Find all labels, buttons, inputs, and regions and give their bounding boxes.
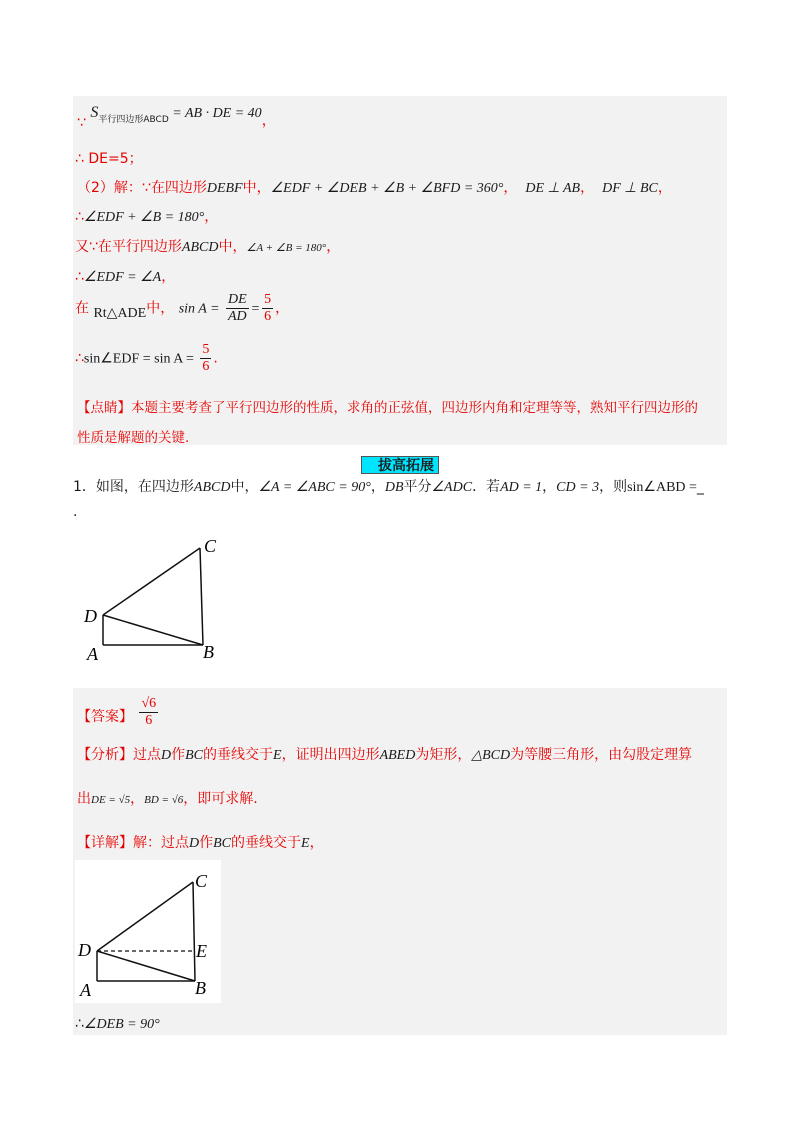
analysis-label: 【分析】: [77, 747, 133, 763]
therefore-symbol: ∴: [75, 209, 84, 225]
perp-de-ab: DE ⊥ AB: [525, 181, 581, 196]
quad-abed: ABED: [379, 748, 416, 763]
in-prefix: 在: [75, 300, 89, 317]
problem-text: ，: [542, 479, 557, 495]
detail-text: 的垂线交于: [231, 835, 302, 851]
label-c: C: [195, 871, 208, 891]
label-c: C: [204, 536, 217, 556]
problem-ask: sin∠ABD =: [627, 480, 697, 495]
therefore-symbol: ∴: [75, 151, 84, 167]
rt-triangle: Rt△ADE: [93, 305, 147, 321]
detail-text: 解：过点: [133, 835, 189, 851]
problem-statement: [73, 476, 704, 496]
problem-angle-adc: ∠ADC: [431, 480, 473, 495]
tail3: ，: [657, 180, 672, 196]
analysis-line-2: [77, 788, 258, 808]
answer-line: [77, 696, 160, 729]
deb-angle-expr: ∠DEB = 90°: [83, 1017, 160, 1032]
section-title-text: 拔高拓展: [378, 458, 434, 474]
line-parallelogram: [75, 236, 340, 256]
a-b-expr: ∠A + ∠B = 180°: [246, 242, 327, 254]
label-a: A: [87, 644, 98, 664]
therefore-symbol: ∴: [75, 350, 84, 367]
problem-cd: CD = 3: [556, 480, 600, 495]
figure-2-panel: [75, 860, 221, 1003]
conclusion-line: [75, 1016, 160, 1033]
de-value: DE = √5: [91, 794, 131, 806]
para-abcd: ABCD: [181, 240, 219, 255]
label-a: A: [80, 980, 91, 1000]
analysis-text: 过点: [133, 747, 161, 763]
label-d: D: [78, 940, 91, 960]
answer-blank: _: [696, 479, 704, 495]
problem-text: 平分: [403, 479, 432, 495]
tail4: ，: [204, 209, 219, 225]
analysis-line-1: [77, 744, 692, 764]
problem-text: ．若: [472, 479, 501, 495]
fraction-de-ad: $\frac{DE}{AD}$: [227, 292, 247, 324]
line-de5: [75, 148, 143, 168]
figure-quadrilateral: [78, 530, 238, 670]
segment-bc: BC: [185, 748, 204, 763]
fraction-5-6-result: $\frac{5}{6}$: [202, 342, 210, 374]
analysis-text: ，证明出四边形: [281, 747, 380, 763]
detail-text: ，: [309, 835, 324, 851]
tail7: ，: [275, 300, 290, 317]
problem-text: 中，: [230, 479, 259, 495]
problem-ad: AD = 1: [500, 480, 543, 495]
point-e: E: [273, 748, 282, 763]
label-e: E: [196, 941, 207, 961]
label-b: B: [203, 642, 214, 662]
problem-dot: .: [73, 504, 78, 520]
line-sin-edf: [75, 342, 218, 375]
therefore-symbol: ∴: [75, 1016, 84, 1032]
problem-text: ，: [370, 479, 385, 495]
figure-quadrilateral-with-e: [75, 860, 221, 1003]
line-sina: [75, 292, 289, 325]
problem-db: DB: [384, 480, 404, 495]
analysis-text: 作: [171, 747, 186, 763]
tail5: ，: [326, 239, 341, 255]
line-part2: [77, 177, 672, 197]
answer-fraction: $\frac{√6}{6}$: [141, 696, 157, 728]
because-symbol: ∵: [77, 115, 86, 131]
analysis-text: 为等腰三角形，由勾股定理算: [510, 747, 693, 763]
equals: =: [250, 301, 261, 317]
area-equation: = AB · DE = 40: [168, 106, 262, 121]
segment-bc: BC: [213, 836, 232, 851]
point-d: D: [189, 836, 200, 851]
part2-prefix: （2）解：∵在四边形: [77, 180, 207, 196]
label-b: B: [195, 978, 206, 998]
section-title: [361, 456, 439, 474]
label-d: D: [84, 606, 97, 626]
line-edf-a: [75, 266, 175, 286]
sina-lhs: sin A =: [178, 301, 220, 317]
perp-df-bc: DF ⊥ BC: [602, 181, 658, 196]
detail-label: 【详解】: [77, 835, 133, 851]
sep1: ，: [503, 180, 518, 196]
analysis-text: 的垂线交于: [203, 747, 274, 763]
tail6: ，: [161, 269, 176, 285]
problem-quad: ABCD: [193, 480, 231, 495]
therefore-symbol: ∴: [75, 269, 84, 285]
detail-line: [77, 832, 324, 852]
sin-edf-lhs: sin∠EDF = sin A =: [83, 351, 194, 367]
analysis-text: ，即可求解.: [183, 791, 258, 807]
analysis-text: ，: [130, 791, 145, 807]
angle-sum-expr: ∠EDF + ∠DEB + ∠B + ∠BFD = 360°: [270, 181, 504, 196]
edf-a-expr: ∠EDF = ∠A: [83, 270, 162, 285]
point-e: E: [301, 836, 310, 851]
comment-line-1: 【点睛】本题主要考查了平行四边形的性质，求角的正弦值，四边形内角和定理等等，熟知平行四边形的: [77, 400, 698, 416]
line-edf-b: [75, 206, 218, 226]
solution-block-2: [73, 688, 727, 1035]
comment-line-2: 性质是解题的关键.: [77, 430, 190, 446]
area-symbol: S: [90, 104, 99, 121]
analysis-text: 为矩形，: [415, 747, 472, 763]
problem-text: ，则: [599, 479, 628, 495]
comma: ，: [261, 113, 276, 129]
sep2: ，: [580, 180, 595, 196]
area-subscript: 平行四边形ABCD: [98, 115, 169, 125]
quad-debf: DEBF: [206, 181, 243, 196]
problem-angles: ∠A = ∠ABC = 90°: [258, 480, 371, 495]
solution-block-1: [73, 96, 727, 445]
bd-value: BD = √6: [144, 794, 184, 806]
para-prefix: 又∵在平行四边形: [75, 239, 182, 255]
edf-b-expr: ∠EDF + ∠B = 180°: [83, 210, 205, 225]
part2-mid: 中，: [242, 180, 271, 196]
answer-label: 【答案】: [77, 708, 133, 725]
analysis-text: 出: [77, 791, 91, 807]
para-mid: 中，: [218, 239, 247, 255]
problem-text: 1．如图，在四边形: [73, 479, 194, 495]
triangle-bcd: △BCD: [471, 748, 511, 763]
fraction-5-6: $\frac{5}{6}$: [264, 292, 272, 324]
in-mid: 中，: [146, 300, 175, 317]
line-area: [77, 102, 276, 132]
tail8: .: [213, 350, 218, 367]
point-d: D: [161, 748, 172, 763]
de-value: DE=5: [83, 151, 129, 167]
semicolon: ；: [128, 151, 143, 167]
detail-text: 作: [199, 835, 214, 851]
